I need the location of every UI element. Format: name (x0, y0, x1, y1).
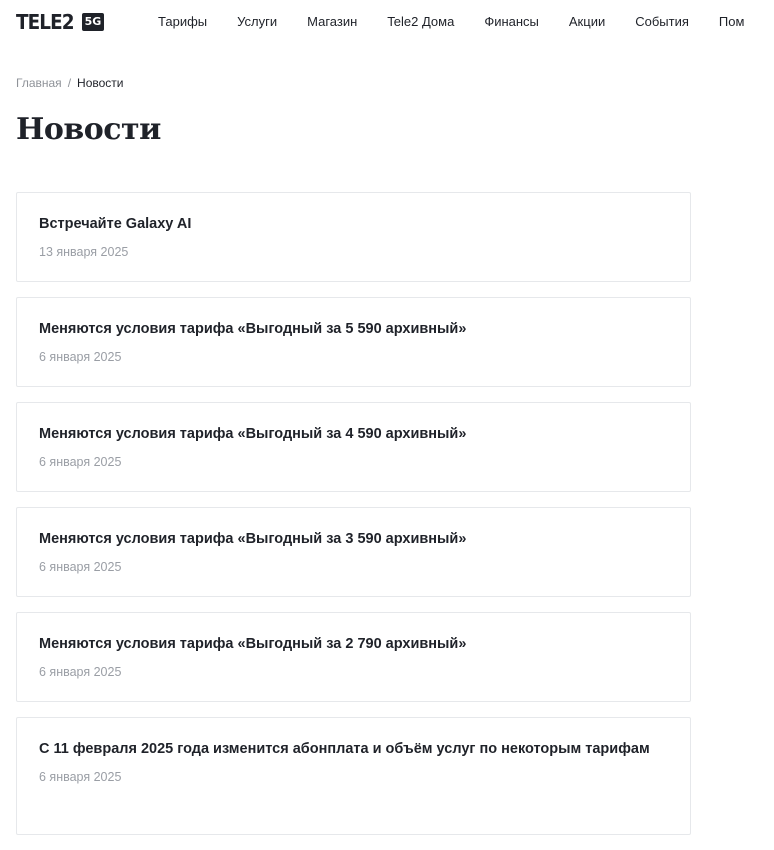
logo-wordmark: TELE2 (16, 10, 74, 34)
news-date: 6 января 2025 (39, 350, 122, 364)
news-card[interactable] (16, 192, 691, 282)
tele2-logo[interactable] (16, 11, 104, 33)
news-title[interactable]: Меняются условия тарифа «Выгодный за 2 790 архивный» (39, 636, 467, 652)
news-card[interactable] (16, 507, 691, 597)
news-title[interactable]: Меняются условия тарифа «Выгодный за 3 590 архивный» (39, 531, 467, 547)
site-header (0, 0, 745, 46)
news-title[interactable]: Меняются условия тарифа «Выгодный за 4 590 архивный» (39, 426, 467, 442)
news-card[interactable] (16, 612, 691, 702)
news-card[interactable] (16, 717, 691, 835)
news-date: 13 января 2025 (39, 245, 129, 259)
breadcrumb (16, 76, 123, 90)
news-date: 6 января 2025 (39, 770, 122, 784)
news-date: 6 января 2025 (39, 665, 122, 679)
page-title: Новости (16, 112, 161, 147)
breadcrumb-home-link[interactable]: Главная (16, 76, 62, 90)
news-date: 6 января 2025 (39, 560, 122, 574)
nav-item-finance[interactable]: Финансы (484, 14, 539, 29)
nav-item-services[interactable]: Услуги (237, 14, 278, 29)
nav-item-shop[interactable]: Магазин (307, 14, 358, 29)
main-nav (158, 14, 774, 30)
breadcrumb-current: Новости (77, 76, 124, 90)
news-list (16, 192, 691, 850)
news-title[interactable]: Меняются условия тарифа «Выгодный за 5 590 архивный» (39, 321, 467, 337)
logo-5g-badge: 5G (82, 13, 105, 31)
nav-item-help[interactable]: Пом (718, 14, 745, 29)
nav-item-tele2-home[interactable]: Tele2 Дома (387, 14, 455, 29)
news-date: 6 января 2025 (39, 455, 122, 469)
news-title[interactable]: С 11 февраля 2025 года изменится абонплата и объём услуг по некоторым тарифам (39, 741, 650, 757)
news-card[interactable] (16, 402, 691, 492)
news-card[interactable] (16, 297, 691, 387)
news-title[interactable]: Встречайте Galaxy AI (39, 216, 192, 232)
nav-item-promotions[interactable]: Акции (568, 14, 606, 29)
nav-item-tariffs[interactable]: Тарифы (158, 14, 208, 29)
nav-item-events[interactable]: События (635, 14, 689, 29)
breadcrumb-separator: / (67, 76, 72, 90)
